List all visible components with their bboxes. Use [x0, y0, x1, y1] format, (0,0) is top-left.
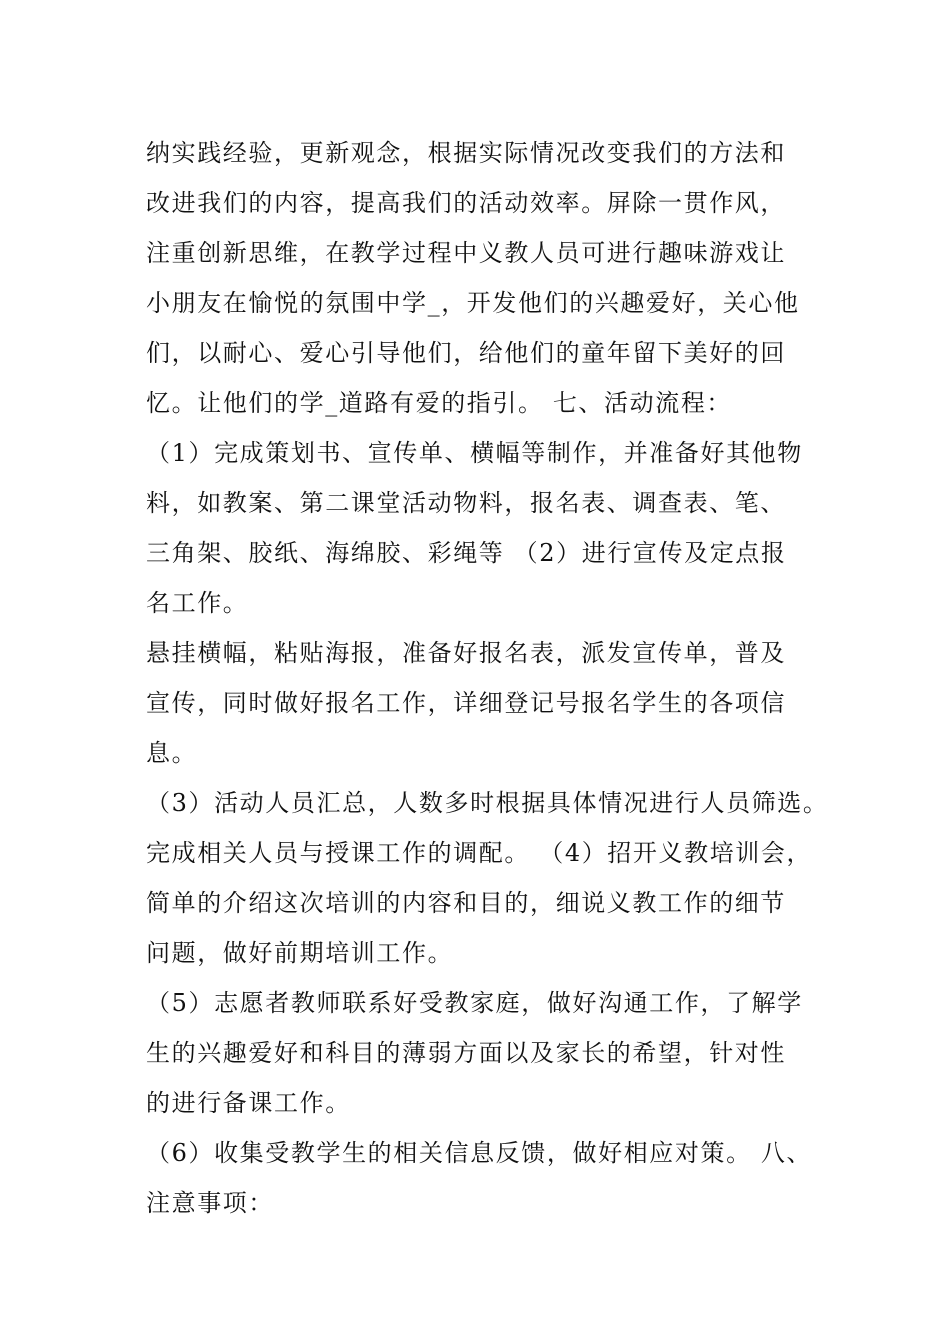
text-line: （3）活动人员汇总，人数多时根据具体情况进行人员筛选。 [146, 789, 829, 817]
text-line: 的进行备课工作。 [146, 1089, 351, 1117]
text-line: 们，以耐心、爱心引导他们，给他们的童年留下美好的回 [146, 339, 786, 367]
text-line: 息。 [146, 739, 198, 767]
text-line: 悬挂横幅，粘贴海报，准备好报名表，派发宣传单，普及 [146, 639, 786, 667]
text-line: 宣传，同时做好报名工作，详细登记号报名学生的各项信 [146, 689, 786, 717]
text-line: 三角架、胶纸、海绵胶、彩绳等 （2）进行宣传及定点报 [146, 539, 787, 567]
text-line: （6）收集受教学生的相关信息反馈，做好相应对策。 八、 [146, 1139, 813, 1167]
text-line: 纳实践经验，更新观念，根据实际情况改变我们的方法和 [146, 139, 786, 167]
text-line: （1）完成策划书、宣传单、横幅等制作，并准备好其他物 [146, 439, 803, 467]
text-line: （5）志愿者教师联系好受教家庭，做好沟通工作，了解学 [146, 989, 803, 1017]
text-line: 问题，做好前期培训工作。 [146, 939, 454, 967]
text-line: 料，如教案、第二课堂活动物料，报名表、调查表、笔、 [146, 489, 786, 517]
text-line: 生的兴趣爱好和科目的薄弱方面以及家长的希望，针对性 [146, 1039, 786, 1067]
text-line: 注重创新思维，在教学过程中义教人员可进行趣味游戏让 [146, 239, 786, 267]
text-line: 简单的介绍这次培训的内容和目的，细说义教工作的细节 [146, 889, 786, 917]
text-line: 完成相关人员与授课工作的调配。 （4）招开义教培训会， [146, 839, 813, 867]
text-line: 小朋友在愉悦的氛围中学_，开发他们的兴趣爱好，关心他 [146, 289, 800, 317]
text-line: 注意事项： [146, 1189, 274, 1217]
document-body [146, 128, 829, 1228]
text-line: 名工作。 [146, 589, 249, 617]
text-line: 改进我们的内容，提高我们的活动效率。屏除一贯作风， [146, 189, 786, 217]
text-line: 忆。让他们的学_道路有爱的指引。 七、活动流程： [146, 389, 733, 417]
